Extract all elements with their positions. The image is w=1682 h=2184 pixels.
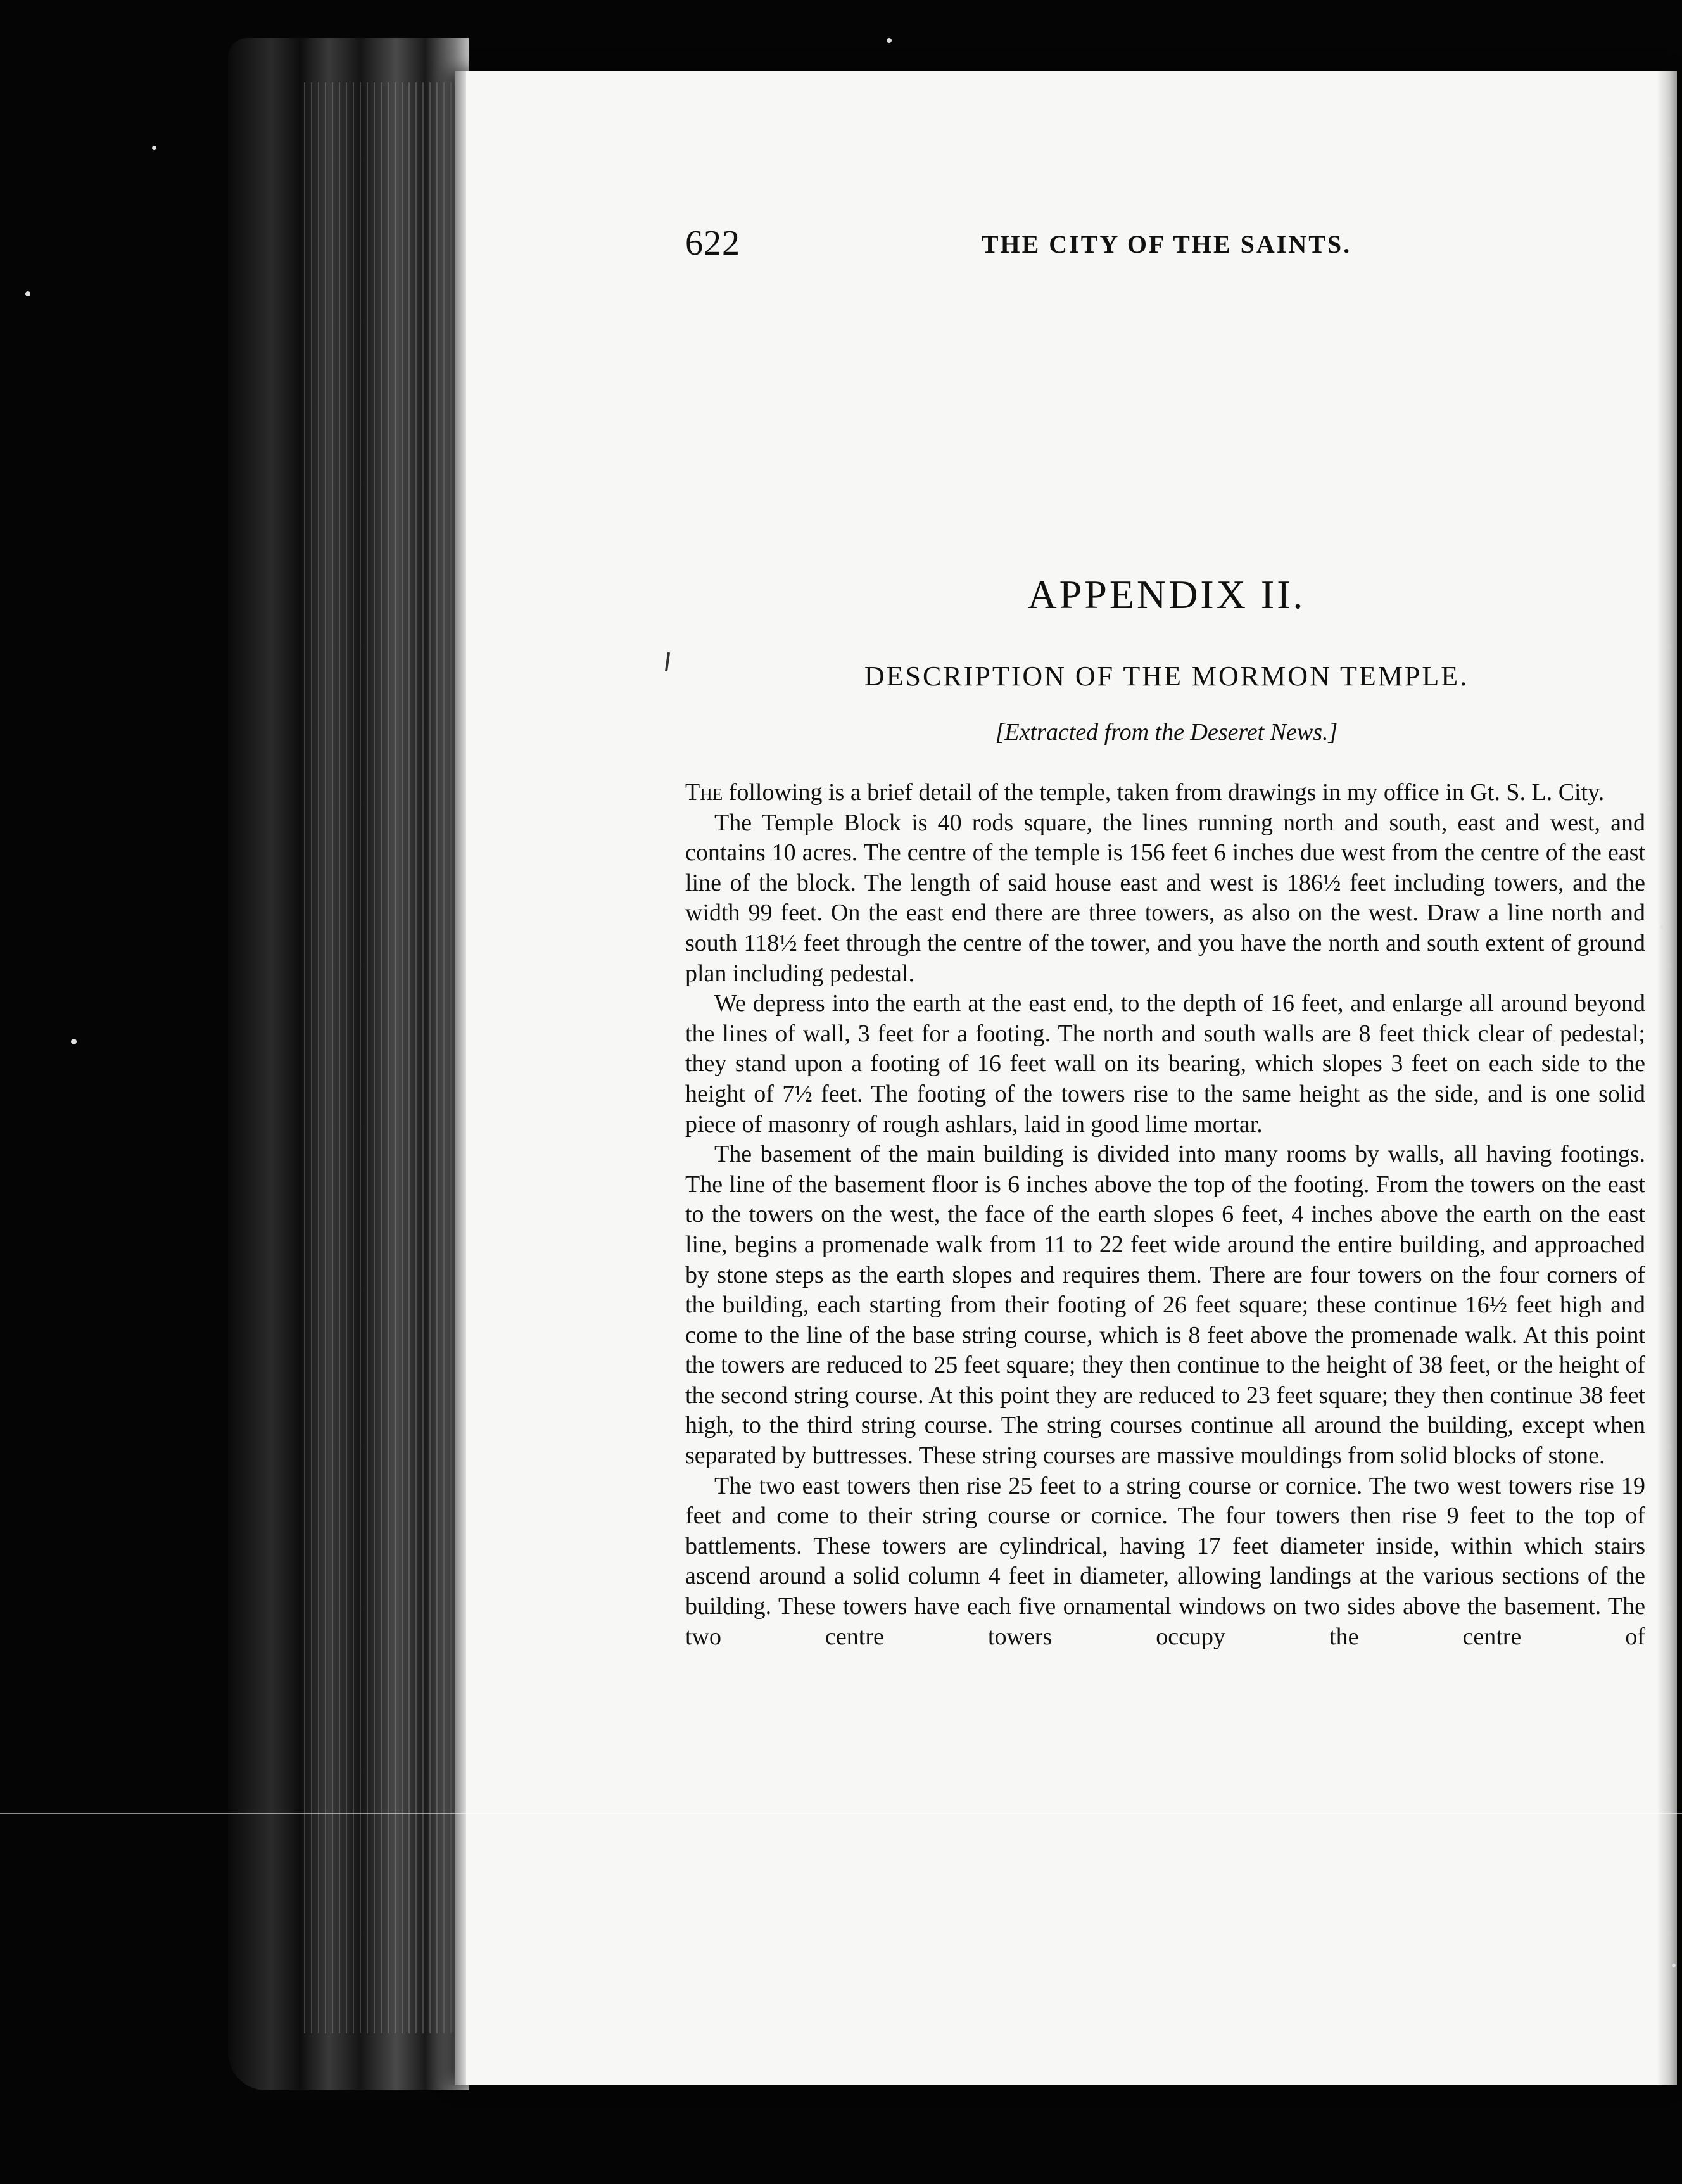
page-header <box>685 223 1648 274</box>
paragraph-text: following is a brief detail of the temple, taken from drawings in my office in Gt. S. L. City. <box>723 779 1605 806</box>
page-gutter-shadow <box>455 71 466 2085</box>
page-right-edge <box>1658 71 1677 2085</box>
paragraph <box>685 778 1645 808</box>
book-page <box>455 71 1677 2085</box>
paragraph: The basement of the main building is divided into many rooms by walls, all having footings. The line of the basement floor is 6 inches above the top of the footing. From the towers on the east to the towers on the west, the face of the earth slopes 6 feet, 4 inches above the earth on the east line, begins a promenade walk from 11 to 22 feet wide around the entire building, and approached by stone steps as the earth slopes and requires them. There are four towers on the four corners of the building, each starting from their footing of 26 feet square; these continue 16½ feet high and come to the line of the base string course, which is 8 feet above the promenade walk. At this point the towers are reduced to 25 feet square; they then continue to the height of 38 feet, or the height of the second string course. At this point they are reduced to 23 feet square; they then continue 38 feet high, to the third string course. The string courses continue all around the building, except when separated by buttresses. These string courses are massive mouldings from solid blocks of stone. <box>685 1141 1645 1470</box>
scan-artifact-line <box>0 1813 1682 1814</box>
appendix-title: APPENDIX II. <box>1027 572 1306 617</box>
dust-speck <box>152 146 156 150</box>
page-edge-lines <box>304 82 462 2033</box>
dust-speck <box>887 38 892 43</box>
section-subtitle: DESCRIPTION OF THE MORMON TEMPLE. <box>864 661 1469 692</box>
running-title: THE CITY OF THE SAINTS. <box>981 230 1352 258</box>
paragraph: The Temple Block is 40 rods square, the lines running north and south, east and west, and contains 10 acres. The centre of the temple is 156 feet 6 inches due west from the centre of the east line of the block. The length of said house east and west is 186½ feet including towers, and the width 99 feet. On the east end there are three towers, as also on the west. Draw a line north and south 118½ feet through the centre of the tower, and you have the north and south extent of ground plan including pedestal. <box>685 809 1645 987</box>
source-note: [Extracted from the Deseret News.] <box>995 719 1338 746</box>
dust-speck <box>71 1039 77 1044</box>
body-text <box>685 778 1645 1652</box>
paragraph: We depress into the earth at the east end, to the depth of 16 feet, and enlarge all around beyond the lines of wall, 3 feet for a footing. The north and south walls are 8 feet thick clear of pedestal; they stand upon a footing of 16 feet wall on its bearing, which slopes 3 feet on each side to the height of 7½ feet. The footing of the towers rise to the same height as the side, and is one solid piece of masonry of rough ashlars, laid in good lime mortar. <box>685 990 1645 1138</box>
paragraph-lead: The <box>685 779 723 806</box>
paragraph: The two east towers then rise 25 feet to a string course or cornice. The two west towers rise 19 feet and come to their string course or cornice. The four towers then rise 9 feet to the top of battlements. These towers are cylindrical, having 17 feet diameter inside, within which stairs ascend around a solid column 4 feet in diameter, allowing landings at the various sections of the building. These towers have each five ornamental windows on two sides above the basement. The two centre towers occupy the centre of <box>685 1472 1645 1650</box>
dust-speck <box>25 291 30 296</box>
dust-speck <box>1672 1964 1676 1967</box>
page-number: 622 <box>685 224 740 263</box>
dust-speck <box>1660 925 1665 929</box>
